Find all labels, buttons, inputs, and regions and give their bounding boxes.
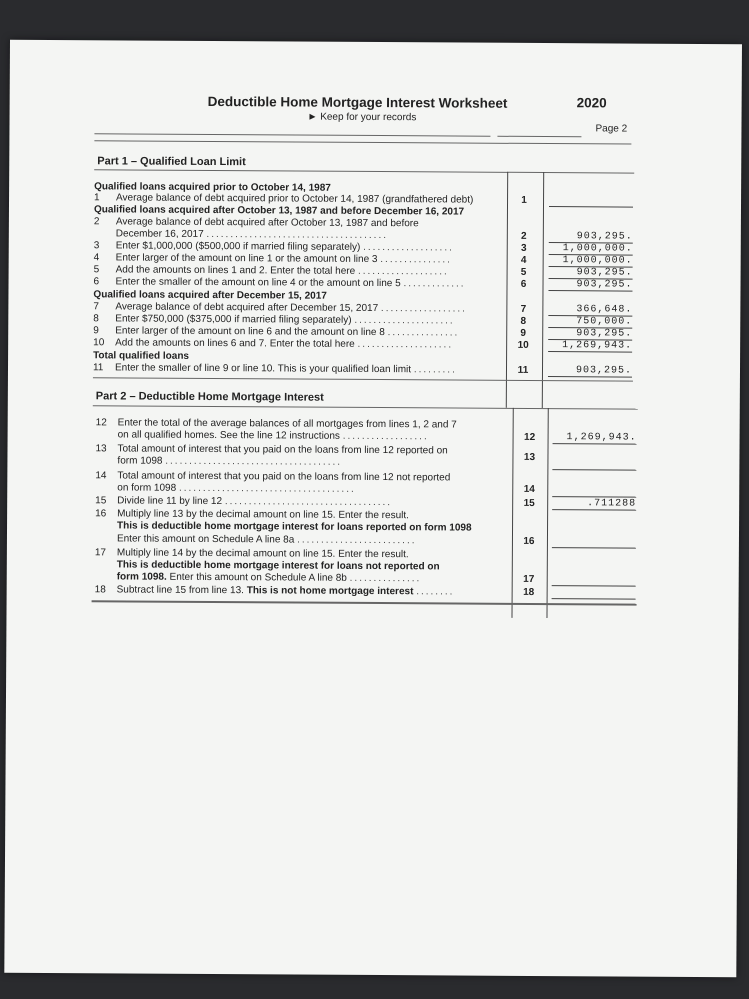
line-6-value[interactable]: 903,295. (548, 279, 632, 292)
line-16-cont: This is deductible home mortgage interest for loans reported on form 1098 (117, 520, 472, 534)
divider (94, 169, 634, 173)
line-13: 13 Total amount of interest that you paid on the loans from line 12 reported on (95, 443, 448, 457)
line-12: 12 Enter the total of the average balances of all mortgages from lines 1, 2 and 7 (95, 417, 457, 431)
column-divider (542, 172, 544, 408)
line-7: 7 Average balance of debt acquired after December 15, 2017 .................. (93, 301, 467, 315)
line-box-number: 14 (523, 483, 535, 495)
keep-for-records-note: ► Keep for your records (307, 111, 417, 124)
divider (94, 133, 490, 136)
section-heading: Qualified loans acquired after October 13, 1987 and before December 16, 2017 (93, 204, 465, 218)
line-16-cont2: Enter this amount on Schedule A line 8a ......................... (116, 533, 417, 547)
line-4: 4 Enter larger of the amount on line 1 or the amount on line 3 ............... (93, 252, 453, 266)
line-2: 2 Average balance of debt acquired after October 13, 1987 and before (93, 216, 419, 230)
line-box-number: 4 (520, 254, 527, 266)
line-12-cont: on all qualified homes. See the line 12 instructions .................. (117, 429, 429, 443)
line-2-cont: December 16, 2017 ...................................... (115, 228, 389, 242)
line-5-value[interactable]: 903,295. (549, 267, 633, 280)
line-box-number: 10 (517, 339, 529, 351)
line-14: 14 Total amount of interest that you paid on the loans from line 12 not reported (95, 470, 451, 484)
line-12-value[interactable]: 1,269,943. (553, 432, 637, 445)
divider (93, 405, 638, 409)
line-13-cont: form 1098 ..................................... (117, 455, 343, 468)
divider (93, 377, 633, 381)
line-9-value[interactable]: 903,295. (548, 328, 632, 341)
column-divider (546, 408, 548, 618)
line-10-value[interactable]: 1,269,943. (548, 340, 632, 353)
line-box-number: 9 (520, 327, 527, 339)
line-box-number: 3 (520, 242, 527, 254)
line-14-cont: on form 1098 ..................................... (117, 482, 356, 495)
line-17-cont: This is deductible home mortgage interest for loans not reported on (116, 559, 440, 573)
line-14-value[interactable] (552, 485, 636, 498)
line-box-number: 15 (523, 497, 535, 509)
line-9: 9 Enter larger of the amount on line 6 and the amount on line 8 ............... (93, 325, 460, 339)
line-4-value[interactable]: 1,000,000. (549, 255, 633, 268)
line-5: 5 Add the amounts on lines 1 and 2. Enter the total here ................... (93, 264, 449, 278)
section-heading: Total qualified loans (93, 350, 190, 362)
part1-heading: Part 1 – Qualified Loan Limit (97, 155, 246, 169)
line-8-value[interactable]: 750,000. (548, 316, 632, 329)
divider (92, 600, 637, 605)
line-3-value[interactable]: 1,000,000. (549, 243, 633, 256)
line-17: 17 Multiply line 14 by the decimal amount on line 15. Enter the result. (94, 547, 409, 561)
worksheet-page (4, 40, 742, 977)
line-box-number: 7 (520, 303, 527, 315)
line-8: 8 Enter $750,000 ($375,000 if married filing separately) ..................... (93, 313, 455, 327)
line-10: 10 Add the amounts on lines 6 and 7. Enter the total here .................... (93, 337, 454, 351)
page-number: Page 2 (595, 123, 628, 135)
section-heading: Qualified loans acquired prior to October 14, 1987 (94, 181, 331, 194)
line-box-number: 12 (523, 431, 536, 443)
divider (497, 136, 581, 138)
line-box-number: 17 (523, 573, 535, 585)
line-18-value[interactable] (552, 587, 636, 600)
line-box-number: 11 (517, 364, 529, 376)
section-heading: Qualified loans acquired after December 15, 2017 (93, 289, 327, 302)
line-box-number: 5 (520, 266, 527, 278)
tax-year: 2020 (576, 95, 607, 111)
line-7-value[interactable]: 366,648. (548, 304, 632, 317)
line-2-value[interactable]: 903,295. (549, 231, 633, 244)
line-6: 6 Enter the smaller of the amount on line 4 or the amount on line 5 ............. (93, 276, 466, 290)
divider (94, 140, 631, 144)
line-box-number: 18 (523, 586, 535, 598)
line-1-value[interactable] (549, 195, 633, 208)
line-18: 18 Subtract line 15 from line 13. This is not home mortgage interest ........ (94, 584, 455, 598)
line-15-value[interactable]: .711288 (552, 498, 636, 511)
line-17-cont2: form 1098. Enter this amount on Schedule A line 8b ............... (116, 571, 422, 585)
line-13-value[interactable] (552, 458, 636, 471)
line-3: 3 Enter $1,000,000 ($500,000 if married filing separately) ................... (93, 240, 454, 254)
line-box-number: 2 (521, 230, 527, 242)
line-15: 15 Divide line 11 by line 12 ................................... (95, 495, 393, 509)
line-11-value[interactable]: 903,295. (548, 365, 632, 378)
line-box-number: 8 (520, 315, 527, 327)
line-box-number: 6 (520, 278, 527, 290)
line-11: 11 Enter the smaller of line 9 or line 10. This is your qualified loan limit ......... (92, 362, 457, 376)
line-box-number: 13 (523, 451, 536, 463)
worksheet-title: Deductible Home Mortgage Interest Worksheet (207, 93, 508, 111)
line-box-number: 1 (521, 194, 527, 206)
line-1: 1 Average balance of debt acquired prior to October 14, 1987 (grandfathered debt) (94, 192, 474, 206)
part2-heading: Part 2 – Deductible Home Mortgage Interest (95, 390, 324, 404)
line-17-value[interactable] (552, 574, 636, 587)
line-box-number: 16 (523, 535, 535, 547)
line-16-value[interactable] (552, 536, 636, 549)
line-16: 16 Multiply line 13 by the decimal amount on line 15. Enter the result. (95, 508, 409, 522)
